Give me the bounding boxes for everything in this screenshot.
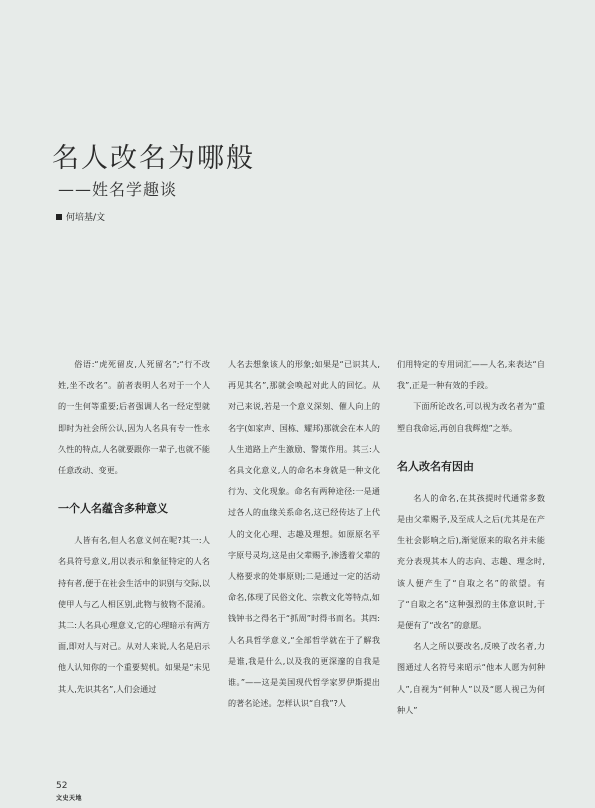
page-number: 52 <box>56 781 68 791</box>
paragraph: 下面所论改名,可以视为改名者为“重塑自我命运,再创自我辉煌”之举。 <box>397 401 545 433</box>
square-bullet-icon <box>56 214 62 220</box>
paragraph: 名人的命名,在其孩提时代通常多数是由父辈赐予,及至成人之后(尤其是在产生社会影响之后),渐觉原来的取名并未能充分表现其本人的志向、志趣、理念时,该人便产生了“自取之名”的欲望。有了“自取之名”这种强烈的主体意识时,于是便有了“改名”的意愿。 <box>397 492 545 631</box>
paragraph: 人皆有名,但人名意义何在呢?其一:人名具符号意义,用以表示和象征特定的人名持有者,便于在社会生活中的识别与交际,以使甲人与乙人相区别,此物与彼物不混淆。其二:人名具心理意义,它的心理暗示有两方面,即对人与对己。从对人来说,人名是启示他人认知你的一个重要契机。如果是“未见其人,先识其名”,人们会通过 <box>58 535 210 694</box>
paragraph: 人名去想象该人的形象;如果是“已识其人,再见其名”,那就会唤起对此人的回忆。从对己来说,若是一个意义深刻、催人向上的名字(如家声、国栋、耀邦)那就会在本人的人生道路上产生激励、警策作用。其三:人名具文化意义,人的命名本身就是一种文化行为、文化现象。命名有两种途径:一是通过各人的血缘关系命名,这已经传达了上代人的文化心理、志趣及理想。如原原名平字原号灵均,这是由父辈赐予,渗透着父辈的人格要求的处事原则;二是通过一定的活动命名,体现了民俗文化、宗教文化等特点,如钱钟书之得名于“抓周”时得书而名。其四:人名具哲学意义,“全部哲学就在于了解我是谁,我是什么,以及我的更深邃的自我是谁。”——这是美国现代哲学家罗伊斯提出的著名论述。怎样认识“自我”?人 <box>228 359 381 709</box>
text-column-3 <box>397 354 545 721</box>
paragraph: 们用特定的专用词汇——人名,来表达“自我”,正是一种有效的手段。 <box>397 359 545 391</box>
section-heading: 一个人名蕴含多种意义 <box>58 502 168 516</box>
article-title: 名人改名为哪般 <box>52 143 255 174</box>
article-subtitle: ——姓名学趣谈 <box>58 180 178 199</box>
author-name: 何培基/文 <box>66 213 106 223</box>
magazine-logo: 文史天地 <box>56 795 83 802</box>
section-heading: 名人改名有因由 <box>397 459 474 473</box>
text-column-1 <box>58 354 210 700</box>
author-byline <box>56 210 105 223</box>
text-column-2 <box>228 354 380 714</box>
paragraph: 名人之所以要改名,反映了改名者,力图通过人名符号来昭示“他本人愿为何种人”,自视为“何种人”以及“愿人视己为何种人” <box>397 641 545 715</box>
paragraph: 俗语:“虎死留皮,人死留名”;“行不改姓,坐不改名”。前者表明人名对于一个人的一生何等重要;后者强调人名一经定型就即时为社会所公认,因为人名具有专一性永久性的特点,人名就要跟你一辈子,也就不能任意改动、变更。 <box>58 359 210 476</box>
